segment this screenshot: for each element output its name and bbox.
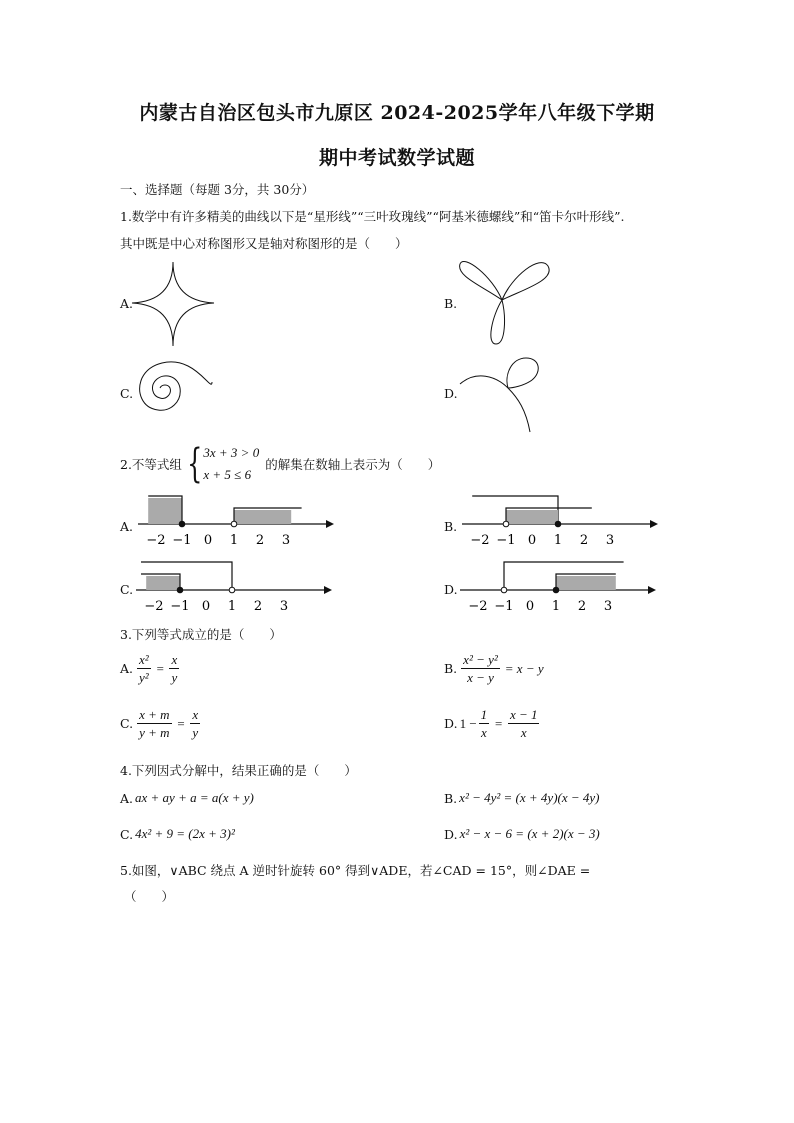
tick-label: 3 bbox=[605, 533, 615, 548]
folium-of-descartes-curve bbox=[456, 350, 556, 436]
q4-option-d bbox=[444, 826, 600, 842]
q3-option-c: C. $\frac{x + m}{y + m}$ = $\frac{x}{y}$ bbox=[120, 707, 199, 740]
q4-option-d-label: D. bbox=[444, 826, 458, 842]
tick-label: −2 bbox=[146, 533, 166, 548]
q4-option-b bbox=[444, 790, 600, 806]
tick-label: 2 bbox=[577, 599, 587, 614]
q3-a-rhs-numerator: x bbox=[171, 652, 178, 667]
title-line-1: 内蒙古自治区包头市九原区 2024-2025学年八年级下学期 bbox=[139, 102, 655, 124]
tick-label: 3 bbox=[603, 599, 613, 614]
q5-stem-line-1: 5.如图，∨ABC 绕点 A 逆时针旋转 60° 得到∨ADE，若∠CAD = 15°，则∠DAE = bbox=[120, 863, 591, 878]
q4-option-b-label: B. bbox=[444, 790, 458, 806]
q3-stem: 3.下列等式成立的是（ ） bbox=[120, 627, 282, 642]
q3-a-numerator: x² bbox=[139, 652, 149, 667]
q2-number-line-c bbox=[132, 560, 342, 620]
q4-option-a bbox=[120, 790, 254, 806]
q3-d-denominator: x bbox=[481, 725, 487, 740]
q1-option-d-label: D. bbox=[444, 386, 458, 401]
tick-label: 0 bbox=[525, 599, 535, 614]
q2-number-line-d bbox=[456, 560, 666, 620]
tick-label: 3 bbox=[281, 533, 291, 548]
q1-option-c-label: C. bbox=[120, 386, 134, 401]
q3-option-a-label: A. bbox=[120, 661, 134, 676]
q3-option-b-label: B. bbox=[444, 661, 458, 676]
q3-d-lhs: 1 − bbox=[459, 715, 477, 731]
q1-stem-line-1: 1.数学中有许多精美的曲线以下是“星形线”“三叶玫瑰线”“阿基米德螺线”和“笛卡尔叶形线”. bbox=[120, 209, 625, 224]
astroid-curve bbox=[128, 260, 218, 348]
q4-option-a-label: A. bbox=[120, 790, 134, 806]
q3-c-numerator: x + m bbox=[139, 707, 170, 722]
q3-b-rhs: = x − y bbox=[504, 660, 544, 676]
tick-label: 0 bbox=[201, 599, 211, 614]
tick-label: −2 bbox=[468, 599, 488, 614]
tick-label: 2 bbox=[255, 533, 265, 548]
q2-stem-prefix: 2.不等式组 bbox=[120, 457, 182, 472]
section-heading: 一、选择题（每题 3分，共 30分） bbox=[120, 182, 315, 197]
q2-option-b-label: B. bbox=[444, 519, 458, 534]
q1-option-b-label: B. bbox=[444, 296, 458, 311]
tick-label: 3 bbox=[279, 599, 289, 614]
q3-option-a: A. $\frac{\text{x²}}{\text{y²}}$ = $\frac{x}{y}$ bbox=[120, 652, 178, 685]
q2-option-a-label: A. bbox=[120, 519, 134, 534]
q4-option-c-label: C. bbox=[120, 826, 134, 842]
q2-option-c-label: C. bbox=[120, 582, 134, 597]
q3-b-denominator: x − y bbox=[467, 670, 494, 685]
tick-label: −1 bbox=[494, 599, 514, 614]
q3-b-numerator: x² − y² bbox=[463, 652, 498, 667]
tick-label: 1 bbox=[553, 533, 563, 548]
q1-option-a-label: A. bbox=[120, 296, 134, 311]
q2-number-line-b bbox=[458, 494, 668, 554]
tick-label: 0 bbox=[203, 533, 213, 548]
q3-c-denominator: y + m bbox=[139, 725, 170, 740]
tick-label: −1 bbox=[496, 533, 516, 548]
q4-option-a-expression: ax + ay + a = a(x + y) bbox=[135, 790, 254, 805]
q1-stem-line-2: 其中既是中心对称图形又是轴对称图形的是（ ） bbox=[120, 236, 408, 251]
three-leaf-rose-curve bbox=[452, 256, 562, 348]
q3-d-rhs-numerator: x − 1 bbox=[509, 707, 538, 722]
tick-label: −2 bbox=[144, 599, 164, 614]
q2-inequality-2: x + 5 ≤ 6 bbox=[203, 467, 252, 482]
tick-label: 1 bbox=[229, 533, 239, 548]
title-line-2: 期中考试数学试题 bbox=[318, 147, 475, 169]
q2-option-d-label: D. bbox=[444, 582, 458, 597]
q3-option-d-label: D. bbox=[444, 716, 458, 731]
q3-d-rhs-denominator: x bbox=[520, 725, 527, 740]
q4-option-d-expression: x² − x − 6 = (x + 2)(x − 3) bbox=[459, 826, 600, 841]
q2-stem-suffix: 的解集在数轴上表示为（ ） bbox=[265, 457, 441, 472]
q2-stem bbox=[120, 442, 440, 486]
tick-label: 1 bbox=[551, 599, 561, 614]
q3-a-rhs-denominator: y bbox=[171, 670, 178, 685]
system-brace: { bbox=[187, 441, 203, 487]
q3-a-denominator: y² bbox=[139, 670, 149, 685]
q4-option-c-expression: 4x² + 9 = (2x + 3)² bbox=[135, 826, 235, 841]
q3-option-b bbox=[444, 652, 544, 685]
tick-label: 1 bbox=[227, 599, 237, 614]
tick-label: −1 bbox=[172, 533, 192, 548]
q3-c-rhs-numerator: x bbox=[192, 707, 199, 722]
q4-option-c bbox=[120, 826, 235, 842]
q4-stem: 4.下列因式分解中，结果正确的是（ ） bbox=[120, 763, 357, 778]
q3-option-d: D. 1 − $\frac{1}{x}$ = $\frac{x - 1}{x}$ bbox=[444, 707, 538, 740]
tick-label: 2 bbox=[579, 533, 589, 548]
q3-d-numerator: 1 bbox=[480, 707, 488, 722]
tick-label: −2 bbox=[470, 533, 490, 548]
tick-label: 0 bbox=[527, 533, 537, 548]
q3-c-rhs-denominator: y bbox=[192, 725, 199, 740]
q2-inequality-1: 3x + 3 > 0 bbox=[203, 445, 260, 460]
archimedean-spiral-curve bbox=[132, 352, 222, 432]
tick-label: 2 bbox=[253, 599, 263, 614]
q5-stem-line-2: （ ） bbox=[124, 889, 175, 904]
q3-option-c-label: C. bbox=[120, 716, 134, 731]
tick-label: −1 bbox=[170, 599, 190, 614]
q4-option-b-expression: x² − 4y² = (x + 4y)(x − 4y) bbox=[459, 790, 600, 805]
q2-number-line-a bbox=[134, 494, 344, 554]
